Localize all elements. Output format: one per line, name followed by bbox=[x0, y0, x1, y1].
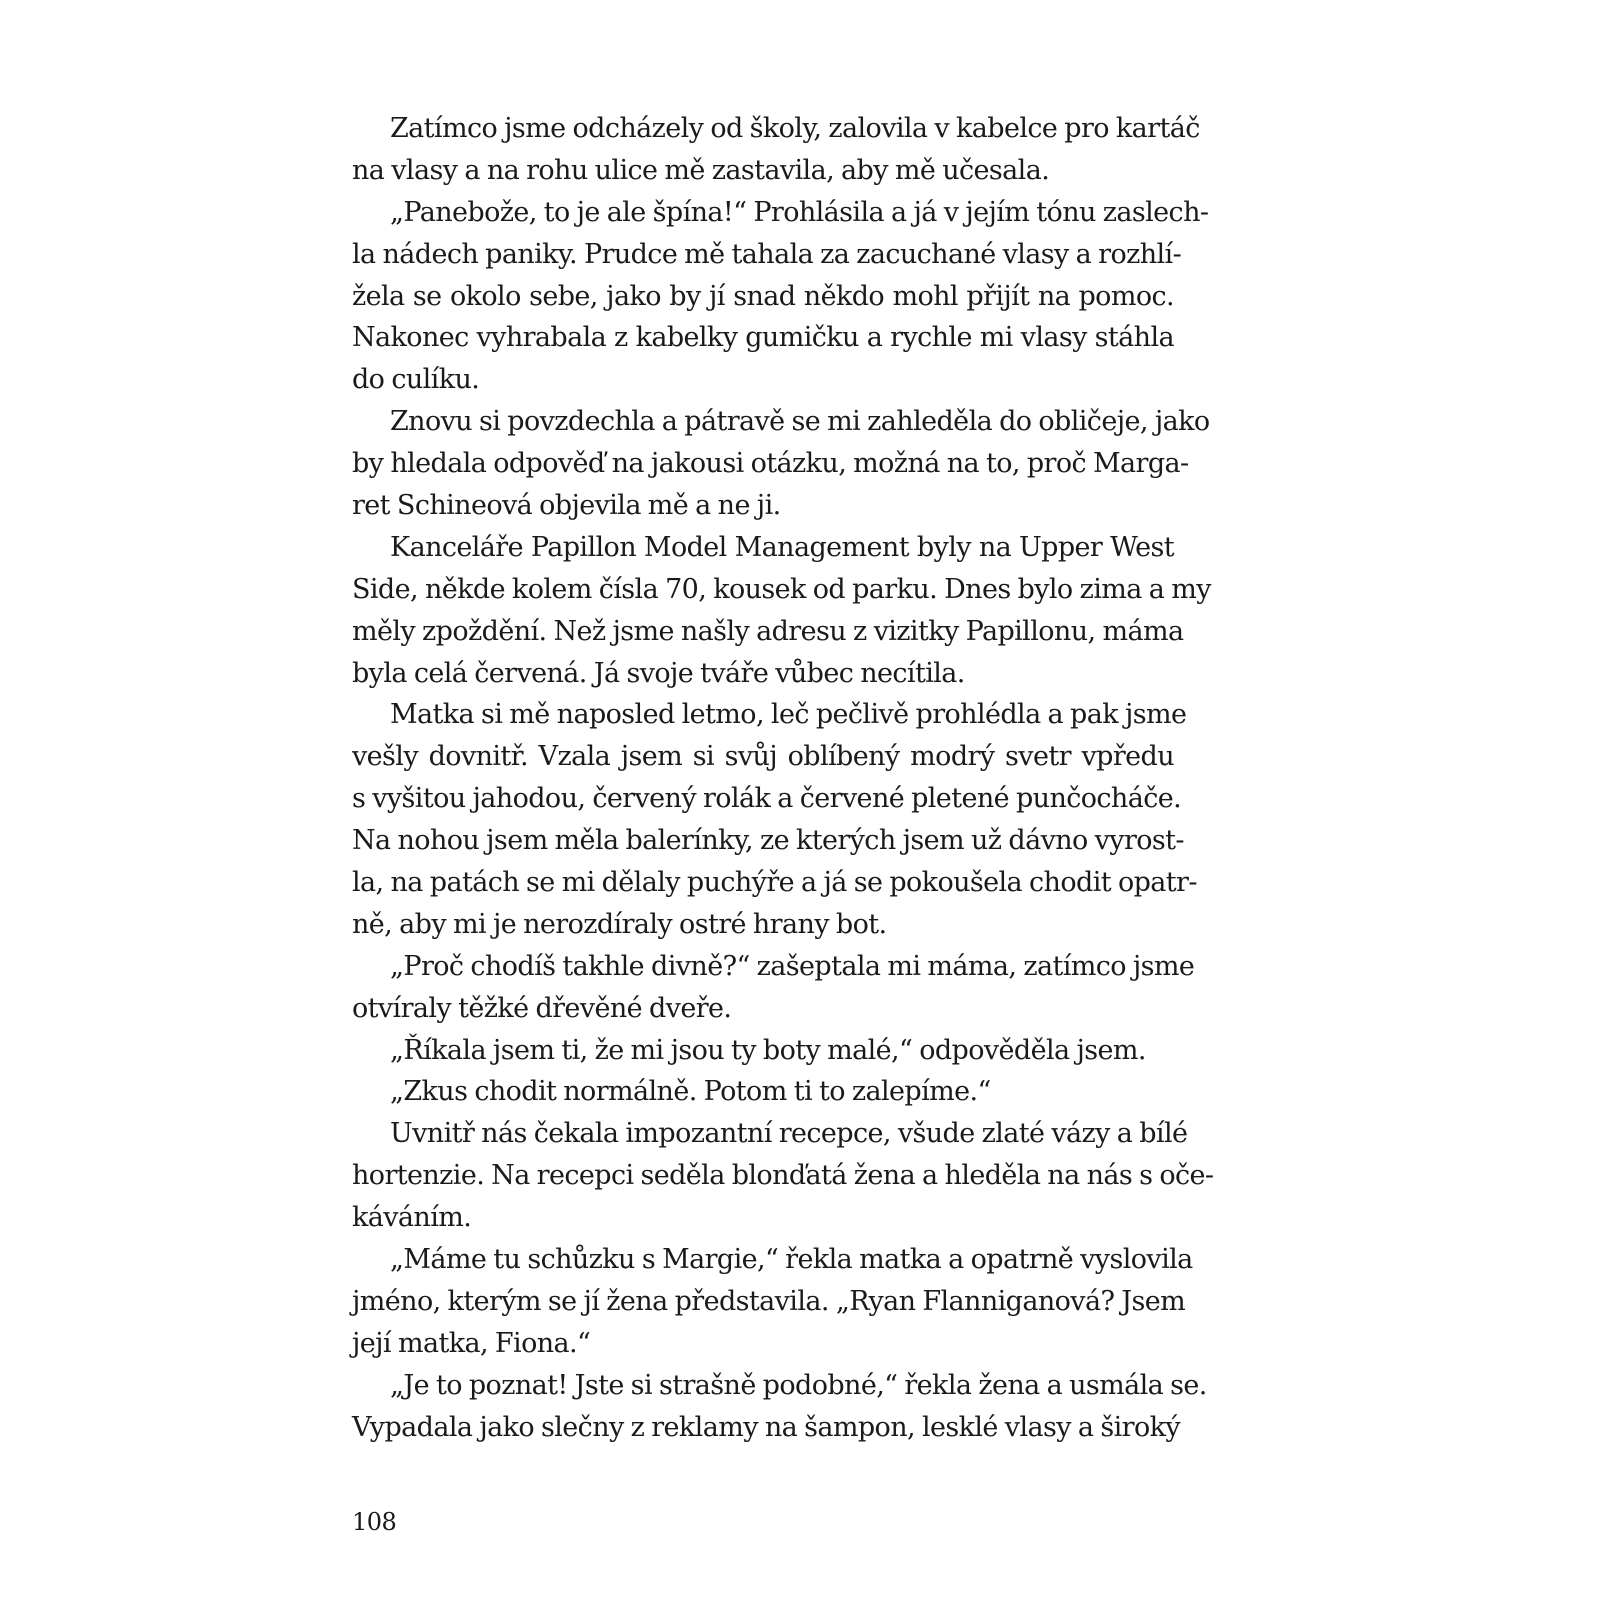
page-number: 108 bbox=[352, 1508, 397, 1536]
text-line: její matka, Fiona.“ bbox=[352, 1327, 591, 1359]
text-line: Uvnitř nás čekala impozantní recepce, všude zlaté vázy a bílé bbox=[390, 1118, 1188, 1150]
text-line: měly zpoždění. Než jsme našly adresu z vizitky Papillonu, máma bbox=[352, 615, 1184, 647]
text-line: „Říkala jsem ti, že mi jsou ty boty malé,“ odpověděla jsem. bbox=[390, 1034, 1146, 1066]
text-line: Kanceláře Papillon Model Management byly na Upper West bbox=[390, 531, 1174, 563]
text-line: Matka si mě naposled letmo, leč pečlivě prohlédla a pak jsme bbox=[390, 699, 1187, 731]
text-line: s vyšitou jahodou, červený rolák a červené pletené punčocháče. bbox=[352, 783, 1182, 815]
text-line: „Zkus chodit normálně. Potom ti to zalepíme.“ bbox=[390, 1076, 991, 1108]
text-line: Side, někde kolem čísla 70, kousek od parku. Dnes bylo zima a my bbox=[352, 573, 1211, 605]
text-line: Na nohou jsem měla balerínky, ze kterých jsem už dávno vyrost- bbox=[352, 825, 1184, 857]
text-line: hortenzie. Na recepci seděla blonďatá žena a hleděla na nás s oče- bbox=[352, 1160, 1214, 1192]
text-line: žela se okolo sebe, jako by jí snad někdo mohl přijít na pomoc. bbox=[352, 280, 1174, 312]
text-line: ret Schineová objevila mě a ne ji. bbox=[352, 490, 781, 522]
text-line: Nakonec vyhrabala z kabelky gumičku a rychle mi vlasy stáhla bbox=[352, 322, 1174, 354]
text-line: „Proč chodíš takhle divně?“ zašeptala mi máma, zatímco jsme bbox=[390, 950, 1195, 982]
text-line: Vypadala jako slečny z reklamy na šampon, lesklé vlasy a široký bbox=[352, 1411, 1181, 1443]
text-line: ně, aby mi je nerozdíraly ostré hrany bot. bbox=[352, 908, 887, 940]
text-line: Znovu si povzdechla a pátravě se mi zahleděla do obličeje, jako bbox=[390, 406, 1210, 438]
text-line: káváním. bbox=[352, 1202, 472, 1234]
text-line: Zatímco jsme odcházely od školy, zalovila v kabelce pro kartáč bbox=[390, 113, 1200, 144]
text-line: la, na patách se mi dělaly puchýře a já se pokoušela chodit opatr- bbox=[352, 867, 1197, 899]
text-line: vešly dovnitř. Vzala jsem si svůj oblíbený modrý svetr vpředu bbox=[352, 741, 1174, 773]
body-text bbox=[352, 108, 1214, 1449]
text-line: „Je to poznat! Jste si strašně podobné,“ řekla žena a usmála se. bbox=[390, 1369, 1207, 1401]
text-line: by hledala odpověď na jakousi otázku, možná na to, proč Marga- bbox=[352, 448, 1189, 480]
text-line: do culíku. bbox=[352, 364, 480, 396]
text-line: „Panebože, to je ale špína!“ Prohlásila a já v jejím tónu zaslech- bbox=[390, 196, 1209, 228]
text-line: la nádech paniky. Prudce mě tahala za zacuchané vlasy a rozhlí- bbox=[352, 238, 1182, 270]
text-line: „Máme tu schůzku s Margie,“ řekla matka a opatrně vyslovila bbox=[390, 1244, 1193, 1276]
text-line: na vlasy a na rohu ulice mě zastavila, aby mě učesala. bbox=[352, 154, 1050, 186]
text-line: otvíraly těžké dřevěné dveře. bbox=[352, 992, 732, 1024]
text-line: byla celá červená. Já svoje tváře vůbec necítila. bbox=[352, 657, 965, 689]
text-line: jméno, kterým se jí žena představila. „Ryan Flanniganová? Jsem bbox=[352, 1285, 1186, 1317]
